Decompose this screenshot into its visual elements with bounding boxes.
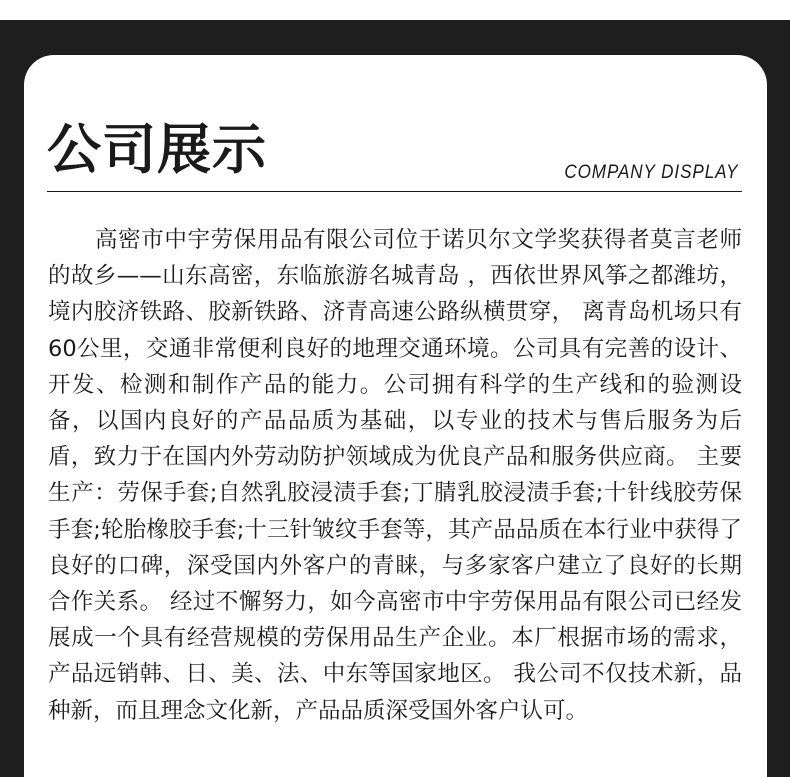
- section-subtitle: COMPANY DISPLAY: [563, 162, 738, 183]
- section-title: 公司展示: [47, 118, 267, 181]
- company-description: 高密市中宇劳保用品有限公司位于诺贝尔文学奖获得者莫言老师的故乡——山东高密，东临旅游名城青岛 ，西依世界风筝之都潍坊，境内胶济铁路、胶新铁路、济青高速公路纵横贯穿， 离青岛机场只有60公里，交通非常便利良好的地理交通环境。公司具有完善的设计、开发、检测和制作产品的能力。公司拥有科学的生产线和的验测设备，以国内良好的产品品质为基础，以专业的技术与售后服务为后盾，致力于在国内外劳动防护领域成为优良产品和服务供应商。 主要生产：劳保手套;自然乳胶浸渍手套;丁腈乳胶浸渍手套;十针线胶劳保手套;轮胎橡胶手套;十三针皱纹手套等，其产品品质在本行业中获得了良好的口碑，深受国内外客户的青睐，与多家客户建立了良好的长期合作关系。 经过不懈努力，如今高密市中宇劳保用品有限公司已经发展成一个具有经营规模的劳保用品生产企业。本厂根据市场的需求，产品远销韩、日、美、法、中东等国家地区。 我公司不仅技术新，品种新，而且理念文化新，产品品质深受国外客户认可。: [48, 227, 742, 724]
- section-heading: [47, 118, 742, 193]
- heading-divider: [47, 191, 742, 192]
